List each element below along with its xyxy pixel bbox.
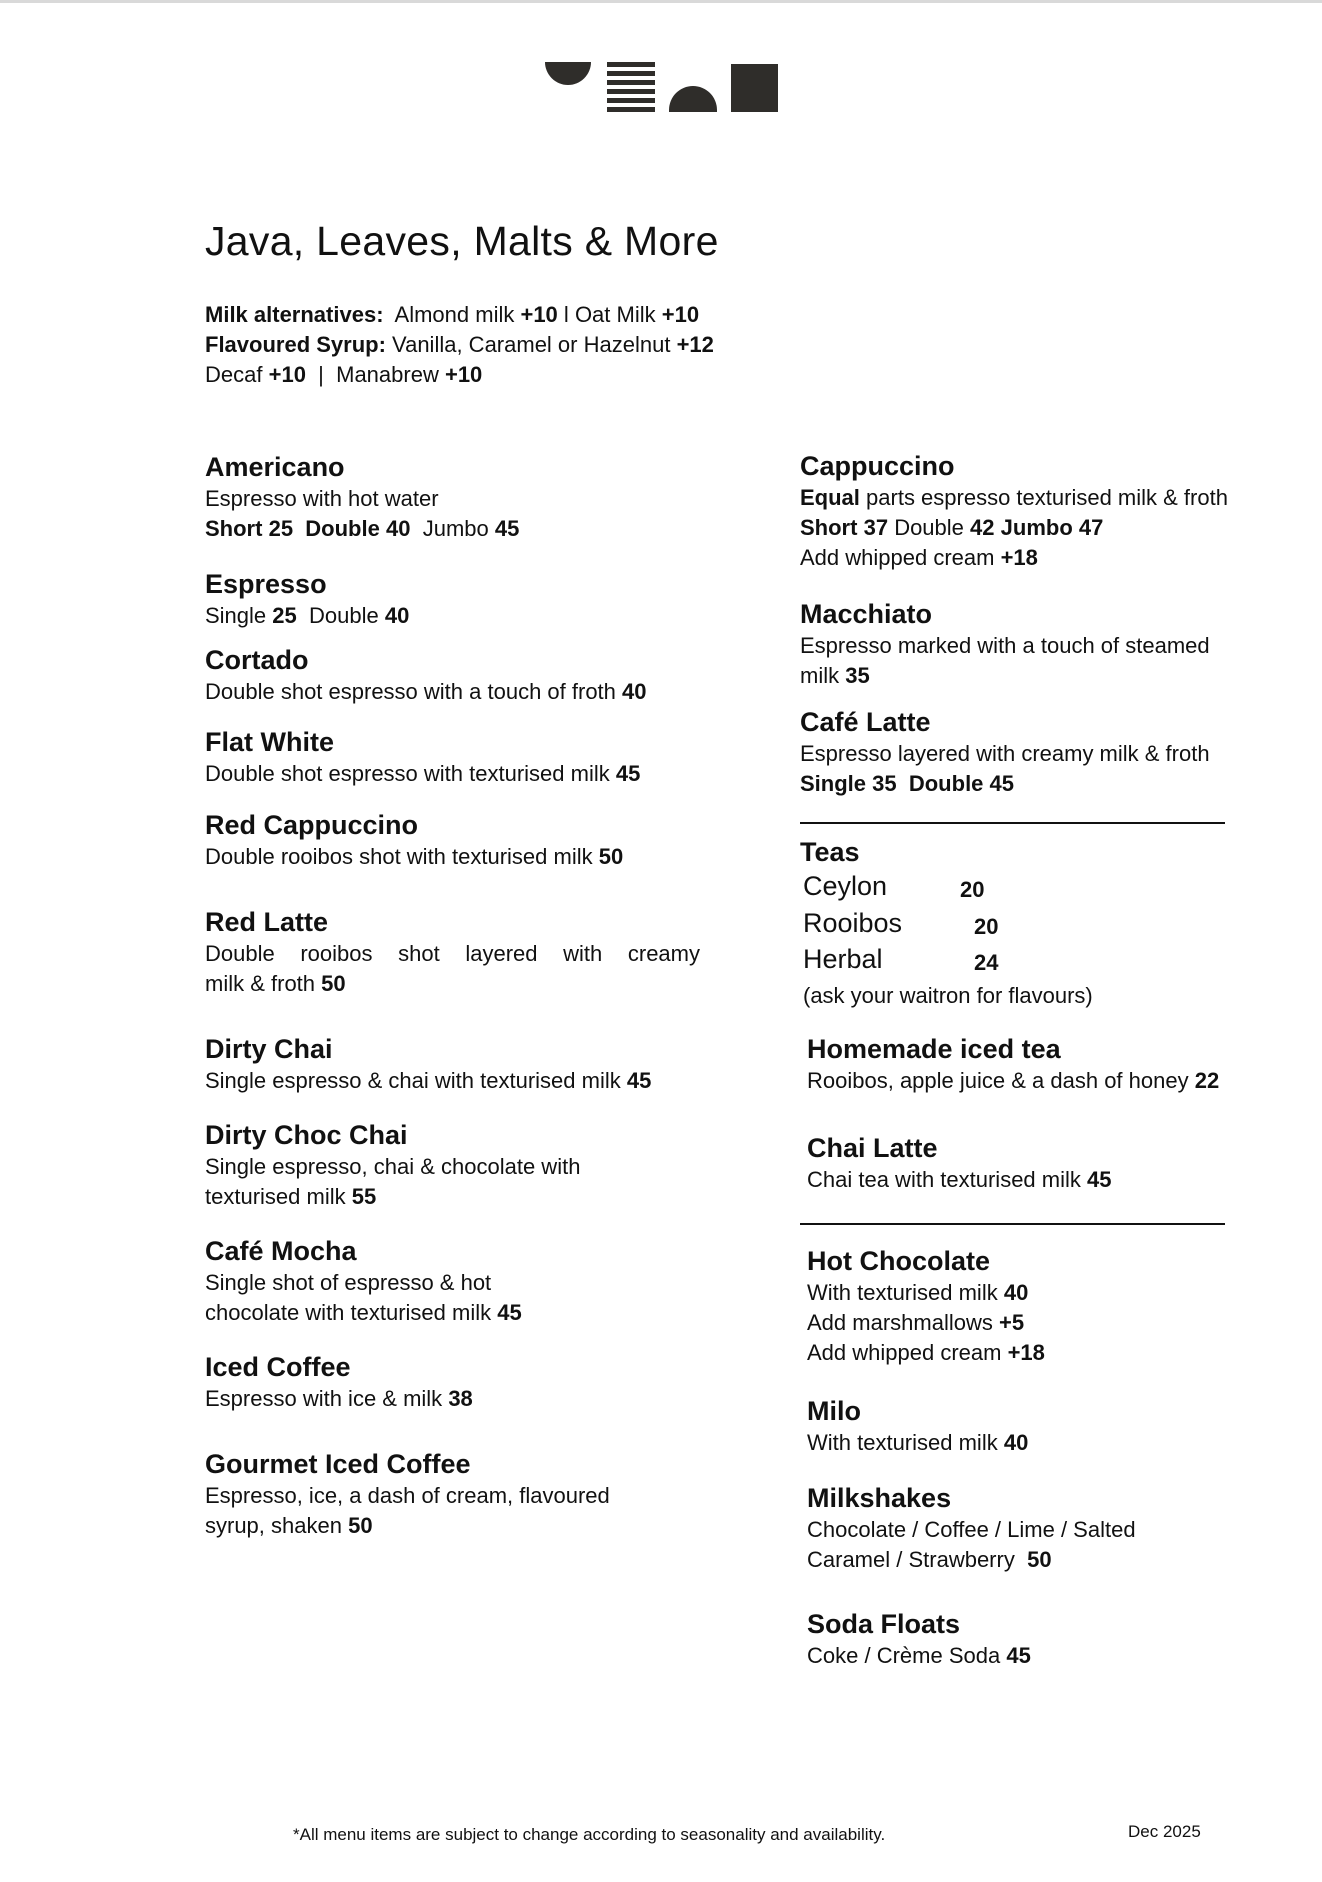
milk-alternatives-line: Milk alternatives: Almond milk +10 l Oat Milk +10 [205, 302, 700, 327]
menu-item-chai-latte: Chai Latte Chai tea with texturised milk 45 [807, 1133, 1112, 1192]
menu-item-milo: Milo With texturised milk 40 [807, 1396, 1029, 1455]
section-divider [800, 822, 1225, 824]
menu-item-red-latte: Red Latte Double rooibos shot layered with creamy milk & froth 50 [205, 907, 700, 996]
tea-item: Ceylon [803, 871, 888, 901]
tea-price: 24 [974, 950, 999, 975]
menu-item-cappuccino: Cappuccino Equal parts espresso texturised milk & froth Short 37 Double 42 Jumbo 47 Add whipped cream +18 [800, 451, 1228, 570]
menu-item-cortado: Cortado Double shot espresso with a touch of froth 40 [205, 645, 647, 704]
menu-date: Dec 2025 [1128, 1822, 1201, 1841]
syrup-line: Flavoured Syrup: Vanilla, Caramel or Hazelnut +12 [205, 332, 714, 357]
menu-item-hot-chocolate: Hot Chocolate With texturised milk 40 Add marshmallows +5 Add whipped cream +18 [807, 1246, 1045, 1365]
logo-line [607, 98, 655, 103]
tea-price: 20 [960, 877, 985, 902]
page-title: Java, Leaves, Malts & More [205, 218, 719, 264]
teas-heading: Teas [800, 837, 860, 867]
top-border [0, 0, 1322, 3]
tea-item: Rooibos [803, 908, 903, 938]
tea-item: Herbal [803, 944, 883, 974]
section-divider [800, 1223, 1225, 1225]
menu-item-espresso: Espresso Single 25 Double 40 [205, 569, 410, 628]
menu-item-flat-white: Flat White Double shot espresso with texturised milk 45 [205, 727, 641, 786]
menu-item-cafe-latte: Café Latte Espresso layered with creamy milk & froth Single 35 Double 45 [800, 707, 1210, 796]
brand-logo [545, 62, 780, 112]
teas-note: (ask your waitron for flavours) [803, 983, 1093, 1008]
logo-line [607, 80, 655, 85]
logo-line [607, 89, 655, 94]
menu-item-iced-coffee: Iced Coffee Espresso with ice & milk 38 [205, 1352, 473, 1411]
extras-info [205, 300, 714, 390]
logo-line [607, 71, 655, 76]
menu-item-americano: Americano Espresso with hot water Short 25 Double 40 Jumbo 45 [205, 452, 520, 541]
menu-item-red-cappuccino: Red Cappuccino Double rooibos shot with texturised milk 50 [205, 810, 624, 869]
logo-half-circle [545, 62, 591, 85]
menu-item-gourmet-iced-coffee: Gourmet Iced Coffee Espresso, ice, a dash of cream, flavoured syrup, shaken 50 [205, 1449, 610, 1538]
menu-item-soda-floats: Soda Floats Coke / Crème Soda 45 [807, 1609, 1031, 1668]
logo-line [607, 107, 655, 112]
menu-item-dirty-choc-chai: Dirty Choc Chai Single espresso, chai & chocolate with texturised milk 55 [205, 1120, 581, 1209]
menu-item-iced-tea: Homemade iced tea Rooibos, apple juice & a dash of honey 22 [807, 1034, 1220, 1093]
menu-item-dirty-chai: Dirty Chai Single espresso & chai with texturised milk 45 [205, 1034, 652, 1093]
logo-line [607, 62, 655, 67]
decaf-line: Decaf +10 | Manabrew +10 [205, 362, 483, 387]
menu-item-cafe-mocha: Café Mocha Single shot of espresso & hot chocolate with texturised milk 45 [205, 1236, 522, 1325]
footer-note: *All menu items are subject to change according to seasonality and availability. [293, 1825, 886, 1844]
menu-item-milkshakes: Milkshakes Chocolate / Coffee / Lime / Salted Caramel / Strawberry 50 [807, 1483, 1136, 1572]
logo-dome [669, 86, 717, 112]
logo-square [731, 64, 778, 112]
tea-price: 20 [974, 914, 999, 939]
menu-item-macchiato: Macchiato Espresso marked with a touch of steamed milk 35 [800, 599, 1210, 688]
